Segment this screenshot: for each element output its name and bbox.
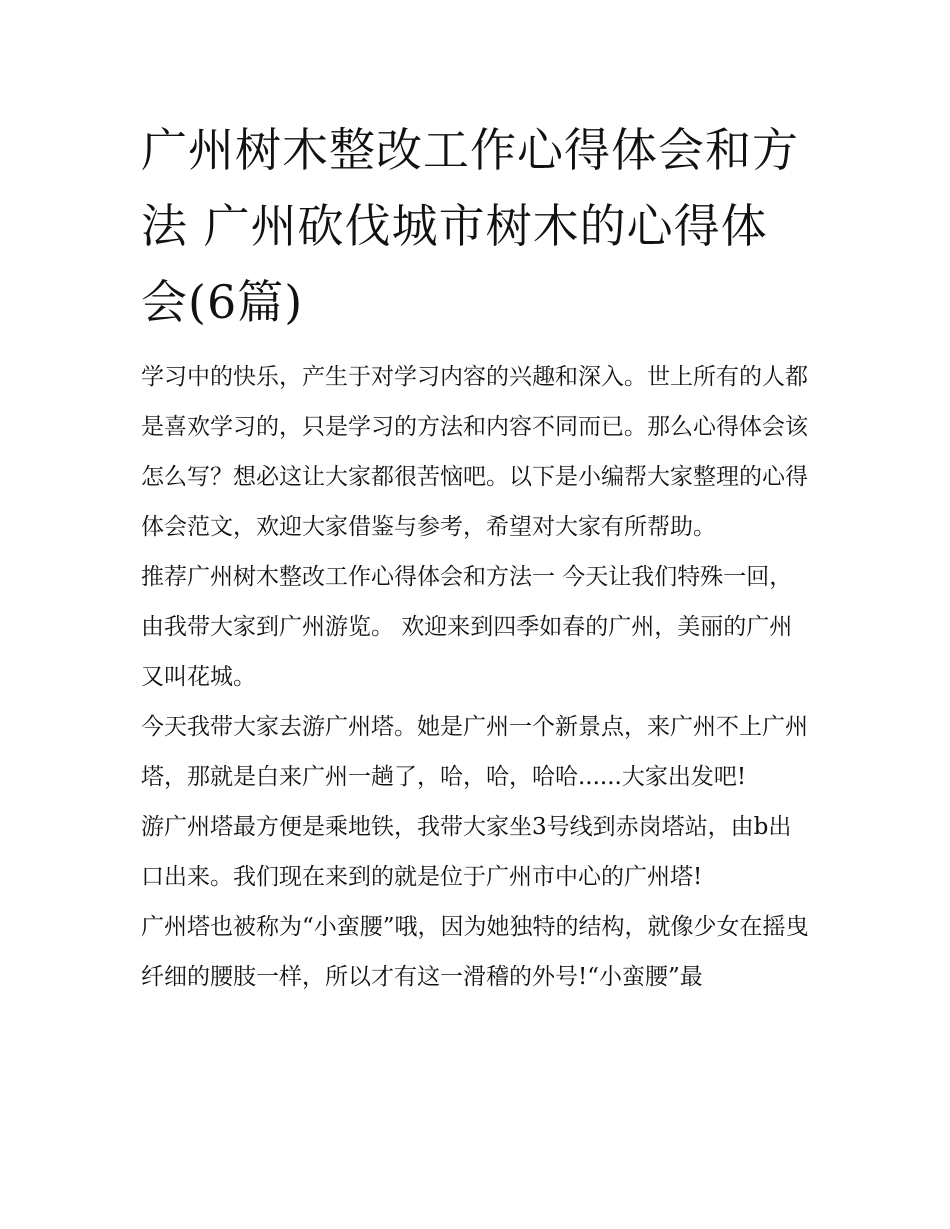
document-content [141, 112, 813, 1002]
intro-paragraph: 学习中的快乐，产生于对学习内容的兴趣和深入。世上所有的人都是喜欢学习的，只是学习的方法和内容不同而已。那么心得体会该怎么写？想必这让大家都很苦恼吧。以下是小编帮大家整理的心得体会范文，欢迎大家借鉴与参考，希望对大家有所帮助。 [141, 364, 808, 540]
tower-visit-paragraph: 今天我带大家去游广州塔。她是广州一个新景点，来广州不上广州塔，那就是白来广州一趟了，哈，哈，哈哈......大家出发吧! [141, 714, 808, 790]
nickname-paragraph: 广州塔也被称为“小蛮腰”哦，因为她独特的结构，就像少女在摇曳纤细的腰肢一样，所以才有这一滑稽的外号!“小蛮腰”最 [141, 914, 809, 990]
document-title: 广州树木整改工作心得体会和方法 广州砍伐城市树木的心得体会(6篇) [141, 123, 799, 329]
metro-route-paragraph: 游广州塔最方便是乘地铁，我带大家坐3号线到赤岗塔站，由b出口出来。我们现在来到的就是位于广州市中心的广州塔! [141, 814, 792, 890]
recommend-paragraph: 推荐广州树木整改工作心得体会和方法一 今天让我们特殊一回，由我带大家到广州游览。 欢迎来到四季如春的广州，美丽的广州又叫花城。 [141, 564, 793, 690]
